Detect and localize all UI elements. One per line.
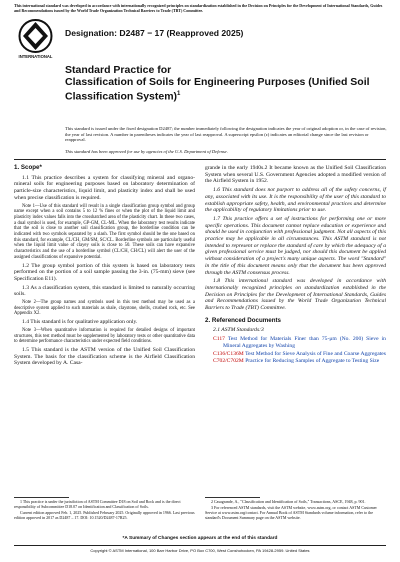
footnote-divider-left [14, 497, 69, 498]
footnotes-right [205, 500, 386, 523]
copyright-line: Copyright © ASTM International, 100 Barr Harbor Drive, PO Box C700, West Conshohocken, PA 19428-2959. United States [90, 548, 310, 553]
footnote-2: 2 Casagrande, A., "Classification and Identification of Soils," Transactions, ASCE, 1948, p. 901. [211, 499, 366, 504]
note-1: Note 1—Use of this standard will result in a single classification group symbol and group name except when a soil contains 5 to 12 % fines or when the plot of the liquid limit and plasticity index values falls into the crosshatched area of the plasticity chart. In these two cases, a dual symbol is used, for example, GP-GM, CL-ML. When the laboratory test results indicate that the soil is close to another soil classification group, the borderline condition can be indicated with two symbols separated by a slash. The first symbol should be the one based on this standard, for example, CL/CH, GM/SM, SC/CL. Borderline symbols are particularly useful when the liquid limit value of clayey soils is close to 50. These soils can have expansive characteristics and the use of a borderline symbol (CL/CH, CH/CL) will alert the user of the assigned classifications of expansive potential. [14, 203, 195, 260]
paragraph-1-7: 1.7 This practice offers a set of instructions for performing one or more specific operations. This document cannot replace education or experience and should be used in conjunction with professional judgment. Not all aspects of this practice may be applicable in all circumstances. This ASTM standard is not intended to represent or replace the standard of care by which the adequacy of a given professional service must be judged, nor should this document be applied without consideration of a project's many unique aspects. The word "Standard" in the title of this document means only that the document has been approved through the ASTM consensus process. [205, 215, 386, 276]
paragraph-1-8: 1.8 This international standard was developed in accordance with internationally recognized principles on standardization established in the Decision on Principles for the Development of International Standards, Guides and Recommendations issued by the World Trade Organization Technical Barriers to Trade (TBT) Committee. [205, 278, 386, 312]
left-column [14, 165, 195, 369]
reference-title: Test Method for Materials Finer than 75-μm (No. 200) Sieve in Mineral Aggregates by Washing [223, 336, 386, 349]
paragraph-1-5: 1.5 This standard is the ASTM version of the Unified Soil Classification System. The basis for the classification scheme is the Airfield Classification System developed by A. Casa- [14, 346, 195, 367]
paragraph-1-3: 1.3 As a classification system, this standard is limited to naturally occurring soils. [14, 284, 195, 298]
reference-title: Practice for Reducing Samples of Aggregate to Testing Size [245, 358, 380, 365]
paragraph-1-5-continued: grande in the early 1940s.2 It became known as the Unified Soil Classification System when several U.S. Government Agencies adopted a modified version of the Airfield System in 1952. [205, 165, 386, 185]
document-title: Classification of Soils for Engineering Purposes (Unified Soil Classification System)$^1$ [65, 76, 370, 103]
paragraph-1-4: 1.4 This standard is for qualitative application only. [22, 319, 138, 326]
reference-item[interactable] [205, 351, 386, 358]
reference-item[interactable] [205, 336, 386, 349]
paragraph-2-1: 2.1 ASTM Standards:3 [213, 327, 264, 334]
section-1-heading: 1. Scope* [14, 164, 42, 171]
reference-title: Test Method for Sieve Analysis of Fine and Coarse Aggregates [245, 350, 386, 357]
footnote-1: 1 This practice is under the jurisdiction of ASTM Committee D18 on Soil and Rock and is the direct responsibility of Subcommittee D18.07 on Identification and Classification of Soils. [14, 499, 181, 509]
note-3: Note 3—When quantitative information is required for detailed designs of important structures, this test method must be supplemented by laboratory tests or other quantitative data to determine performance characteristics under expected field conditions. [14, 327, 195, 345]
reference-code-link[interactable]: C136/C136M [213, 350, 244, 357]
title-block [65, 64, 385, 103]
designation: Designation: D2487 − 17 (Reapproved 2025) [65, 28, 244, 38]
title-line1: Standard Practice for [65, 64, 172, 76]
issued-statement: This standard is issued under the fixed designation D2487; the number immediately following the designation indicates the year of original adoption or, in the case of revision, the year of last revision. A number in parentheses indicates the year of last reapproval. A superscript epsilon (ε) indicates an editorial change since the last revision or reapproval. [65, 126, 387, 143]
approval-statement: This standard has been approved for use by agencies of the U.S. Department of Defense. [65, 149, 228, 154]
header-divider [14, 159, 386, 160]
footnote-1-edition: Current edition approved Feb. 1, 2025. Published February 2025. Originally approved in 1966. Last previous edition approved in 2017 as D2487 – 17. DOI: 10.1520/D2487-17R25. [14, 510, 195, 521]
note-2: Note 2—The group names and symbols used in this test method may be used as a descriptive system applied to such materials as shale, claystone, shells, crushed rock, etc. See Appendix X2. [14, 300, 195, 317]
reference-code-link[interactable]: C702/C702M [213, 358, 244, 365]
footer-divider [14, 545, 386, 546]
section-2-heading: 2. Referenced Documents [205, 316, 281, 324]
footnote-3: 3 For referenced ASTM standards, visit the ASTM website, www.astm.org, or contact ASTM Customer Service at www.astm.org/contact. For Annual Book of ASTM Standards volume information, refer to the standard's Document Summary page on the ASTM website. [205, 505, 377, 521]
paragraph-1-2: 1.2 The group symbol portion of this system is based on laboratory tests performed on the portion of a soil sample passing the 3-in. (75-mm) sieve (see Specification E11). [14, 262, 195, 282]
reference-item[interactable] [205, 358, 386, 365]
astm-logo [14, 17, 57, 60]
summary-of-changes-note: *A Summary of Changes section appears at the end of this standard [122, 536, 278, 541]
right-column [205, 165, 386, 366]
paragraph-1-6: 1.6 This standard does not purport to address all of the safety concerns, if any, associated with its use. It is the responsibility of the user of this standard to establish appropriate safety, health, and environmental practices and determine the applicability of regulatory limitations prior to use. [205, 187, 386, 214]
paragraph-1-1: 1.1 This practice describes a system for classifying mineral and organo-mineral soils for engineering purposes based on laboratory determination of particle-size characteristics, liquid limit, and plasticity index and shall be used when precise classification is required. [14, 174, 195, 201]
footnote-divider-right [205, 497, 260, 498]
logo-text: INTERNATIONAL [18, 54, 53, 59]
international-standard-notice: This international standard was developed in accordance with internationally recognized principles on standardization established in the Decision on Principles for the Development of International Standards, Guides and Recommendations issued by the World Trade Organization Technical Barriers to Trade (TBT) Committee. [14, 3, 383, 13]
reference-code-link[interactable]: C117 [213, 336, 225, 343]
footnotes-left [14, 500, 195, 523]
